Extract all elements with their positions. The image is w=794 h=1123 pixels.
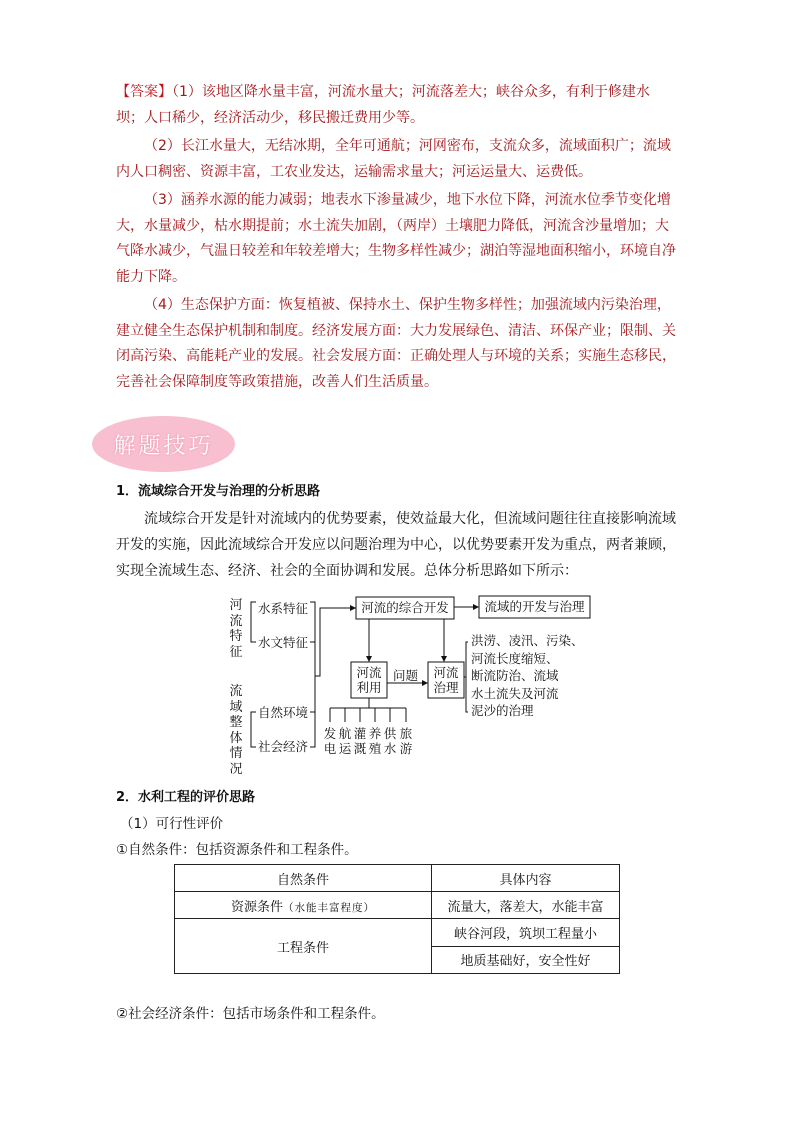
table-row bbox=[175, 919, 620, 947]
use-item: 发电 bbox=[323, 726, 337, 756]
issues-list bbox=[471, 632, 584, 720]
problem-label: 问题 bbox=[393, 668, 419, 683]
answer-block bbox=[116, 80, 676, 395]
resource-condition-note: （水能丰富程度） bbox=[283, 901, 375, 914]
skill-banner bbox=[92, 416, 235, 472]
river-use-box: 河流利用 bbox=[356, 665, 382, 695]
answer-p3: （3）涵养水源的能力减弱；地表水下渗量减少，地下水位下降，河流水位季节变化增大，水量减少，枯水期提前；水土流失加剧，（两岸）土壤肥力降低，河流含沙量增加；大气降水减少，气温日较差和年较差增大；生物多样性减少；湖泊等湿地面积缩小，环境自净能力下降。 bbox=[116, 192, 676, 285]
dev-governance-box: 流域的开发与治理 bbox=[484, 599, 585, 614]
river-features-label: 河流特征 bbox=[229, 598, 243, 660]
answer-p1 bbox=[116, 80, 676, 131]
issue-line: 水土流失及河流 bbox=[471, 685, 559, 701]
section1-heading: 1．流域综合开发与治理的分析思路 bbox=[116, 484, 321, 499]
table-row bbox=[175, 892, 620, 919]
use-item: 灌溉 bbox=[353, 726, 367, 756]
social-econ-label: 社会经济 bbox=[258, 739, 309, 754]
feasibility-heading: （1）可行性评价 bbox=[120, 816, 224, 832]
engineering-condition-cell: 工程条件 bbox=[175, 919, 432, 974]
table-header-cell: 具体内容 bbox=[432, 865, 620, 892]
issue-line: 洪涝、凌汛、污染、 bbox=[471, 633, 584, 648]
resource-condition-cell bbox=[175, 892, 432, 919]
issue-line: 断流防治、流域 bbox=[471, 668, 559, 683]
use-item: 供水 bbox=[383, 726, 397, 756]
river-governance-box: 河流治理 bbox=[433, 665, 459, 695]
socioeconomic-conditions-heading: ②社会经济条件：包括市场条件和工程条件。 bbox=[116, 1006, 385, 1022]
engineering-content-cell: 峡谷河段，筑坝工程量小 bbox=[432, 919, 620, 947]
use-item: 航运 bbox=[338, 726, 352, 756]
answer-tag: 【答案】 bbox=[116, 84, 172, 100]
answer-p4: （4）生态保护方面：恢复植被、保持水土、保护生物多样性；加强流域内污染治理，建立健全生态保护机制和制度。经济发展方面：大力发展绿色、清洁、环保产业；限制、关闭高污染、高能耗产业的发展。社会发展方面：正确处理人与环境的关系；实施生态移民，完善社会保障制度等政策措施，改善人们生活质量。 bbox=[116, 297, 676, 390]
table-row bbox=[175, 865, 620, 892]
analysis-flow-diagram bbox=[222, 592, 602, 777]
use-item: 旅游 bbox=[399, 726, 413, 756]
section2-heading: 2．水利工程的评价思路 bbox=[116, 790, 256, 805]
skill-banner-text: 解题技巧 bbox=[113, 433, 214, 459]
issue-line: 河流长度缩短、 bbox=[471, 650, 559, 666]
water-system-label: 水系特征 bbox=[258, 601, 309, 616]
table-header-cell: 自然条件 bbox=[175, 865, 432, 892]
engineering-content-cell: 地质基础好，安全性好 bbox=[432, 946, 620, 974]
resource-content-cell: 流量大，落差大，水能丰富 bbox=[432, 892, 620, 919]
natural-conditions-heading: ①自然条件：包括资源条件和工程条件。 bbox=[116, 842, 358, 858]
natural-conditions-table bbox=[174, 864, 620, 974]
use-item: 养殖 bbox=[368, 726, 382, 756]
comprehensive-dev-box: 河流的综合开发 bbox=[361, 600, 449, 615]
basin-whole-label: 流域整体情况 bbox=[229, 684, 243, 777]
answer-p1-text: （1）该地区降水量丰富，河流水量大；河流落差大；峡谷众多，有利于修建水坝；人口稀少，经济活动少，移民搬迁费用少等。 bbox=[116, 84, 650, 126]
section1-paragraph-text: 流域综合开发是针对流域内的优势要素，使效益最大化，但流域问题往往直接影响流域开发的实施，因此流域综合开发应以问题治理为中心，以优势要素开发为重点，两者兼顾，实现全流域生态、经济、社会的全面协调和发展。总体分析思路如下所示： bbox=[116, 511, 676, 579]
resource-condition-label: 资源条件 bbox=[230, 899, 283, 915]
natural-env-label: 自然环境 bbox=[258, 705, 309, 720]
hydrology-label: 水文特征 bbox=[258, 635, 309, 650]
answer-p2: （2）长江水量大，无结冰期，全年可通航；河网密布，支流众多，流域面积广；流域内人口稠密、资源丰富，工农业发达，运输需求量大；河运运量大、运费低。 bbox=[116, 138, 671, 180]
section1-paragraph bbox=[116, 506, 684, 584]
issue-line: 泥沙的治理 bbox=[471, 703, 534, 718]
